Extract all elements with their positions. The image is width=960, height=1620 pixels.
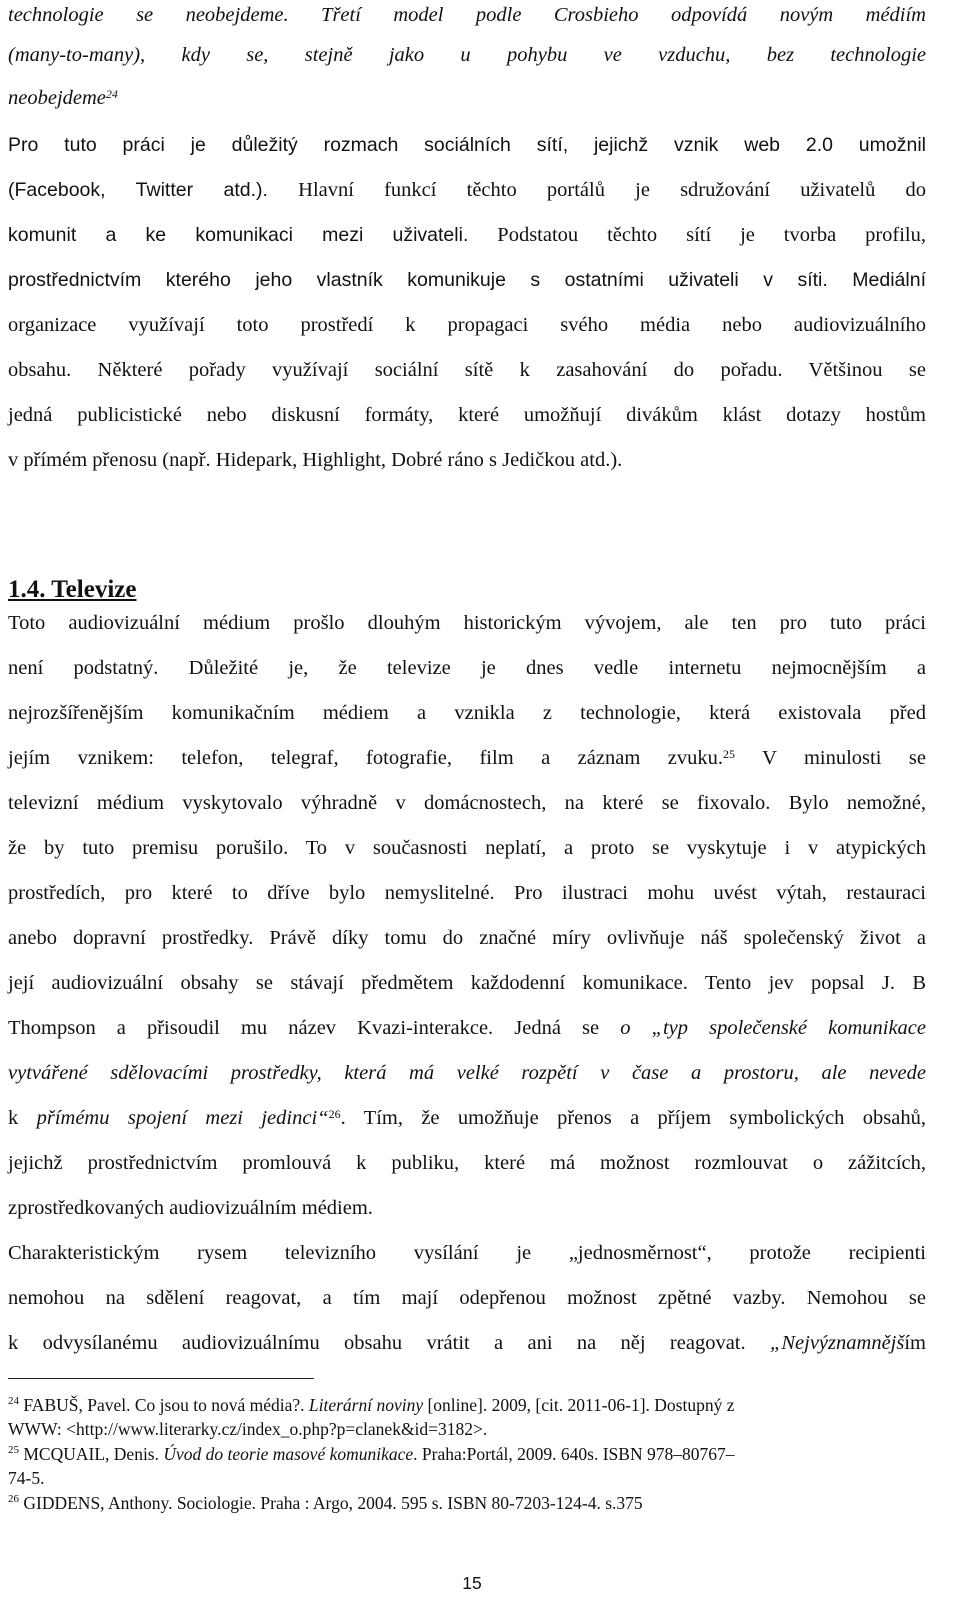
text-line: jedná publicistické nebo diskusní formáty, které umožňují divákům klást dotazy hostům xyxy=(8,404,926,426)
line-text: (Facebook, Twitter atd.). xyxy=(8,179,268,201)
footnote-25-cont xyxy=(8,1467,926,1489)
text-line xyxy=(8,1013,926,1043)
line-text: V minulosti se xyxy=(734,747,926,769)
heading-text: 1.4. Televize xyxy=(8,576,137,603)
footnote-text: 74-5. xyxy=(8,1468,45,1488)
quote-text: o „typ společenské komunikace xyxy=(620,1017,926,1039)
text-line: v přímém přenosu (např. Hidepark, Highlight, Dobré ráno s Jedičkou atd.). xyxy=(8,449,623,471)
footnote-ref-26[interactable]: 26 xyxy=(328,1107,341,1121)
footnote-text: [online]. 2009, [cit. 2011-06-1]. Dostupný z xyxy=(423,1395,735,1415)
text-line: vytvářené sdělovacími prostředky, která má velké rozpětí v čase a prostoru, ale nevede xyxy=(8,1062,926,1084)
footnote-26 xyxy=(8,1492,926,1514)
text-line: její audiovizuální obsahy se stávají předmětem každodenní komunikace. Tento jev popsal J. B xyxy=(8,972,926,994)
footnote-title: Úvod do teorie masové komunikace xyxy=(163,1444,414,1464)
text-line: nejrozšířenějším komunikačním médiem a vznikla z technologie, která existovala před xyxy=(8,702,926,724)
text-line xyxy=(8,220,926,250)
line-text: komunit a ke komunikaci mezi uživateli. xyxy=(8,224,469,246)
text-line: organizace využívají toto prostředí k propagaci svého média nebo audiovizuálního xyxy=(8,314,926,336)
footnote-24 xyxy=(8,1394,926,1416)
quote-text: „Nejvýznamnějš xyxy=(769,1332,905,1354)
footnote-text: . Praha:Portál, 2009. 640s. ISBN 978–80767– xyxy=(413,1444,735,1464)
footnote-text: FABUŠ, Pavel. Co jsou to nová média?. xyxy=(19,1395,309,1415)
footnote-24-cont xyxy=(8,1418,926,1440)
text-line: Pro tuto práci je důležitý rozmach sociálních sítí, jejichž vznik web 2.0 umožnil xyxy=(8,134,926,156)
footnote-25 xyxy=(8,1443,926,1465)
text-line: prostředích, pro které to dříve bylo nemyslitelné. Pro ilustraci mohu uvést výtah, restauraci xyxy=(8,882,926,904)
text-line: televizní médium vyskytovalo výhradně v domácnostech, na které se fixovalo. Bylo nemožné, xyxy=(8,792,926,814)
line-text: Podstatou těchto sítí je tvorba profilu, xyxy=(468,224,927,246)
text-line: nemohou na sdělení reagovat, a tím mají odepřenou možnost zpětné vazby. Nemohou se xyxy=(8,1287,926,1309)
footnote-link[interactable]: WWW: <http://www.literarky.cz/index_o.php?p=clanek&id=3182>. xyxy=(8,1419,488,1439)
text-line xyxy=(8,743,926,773)
text-line xyxy=(8,1328,926,1358)
line-text: neobejdeme xyxy=(8,87,106,109)
footnote-text: GIDDENS, Anthony. Sociologie. Praha : Argo, 2004. 595 s. ISBN 80-7203-124-4. s.375 xyxy=(19,1493,643,1513)
text-line: Charakteristickým rysem televizního vysílání je „jednosměrnost“, protože recipienti xyxy=(8,1242,926,1264)
footnote-separator xyxy=(8,1378,314,1379)
quote-text: přímému spojení mezi jedinci“ xyxy=(36,1107,329,1129)
text-line xyxy=(8,83,926,113)
line-text: jejím vznikem: telefon, telegraf, fotografie, film a záznam zvuku. xyxy=(8,747,723,769)
line-text: ím xyxy=(904,1332,926,1354)
footnote-text: MCQUAIL, Denis. xyxy=(19,1444,164,1464)
line-text: Hlavní funkcí těchto portálů je sdružování uživatelů do xyxy=(267,179,926,201)
footnote-ref-24[interactable]: 24 xyxy=(105,87,118,101)
text-line: (many-to-many), kdy se, stejně jako u pohybu ve vzduchu, bez technologie xyxy=(8,44,926,66)
line-text: Thompson a přisoudil mu název Kvazi-interakce. Jedná se xyxy=(8,1017,621,1039)
text-line: že by tuto premisu porušilo. To v současnosti neplatí, a proto se vyskytuje i v atypických xyxy=(8,837,926,859)
footnote-number: 26 xyxy=(8,1493,19,1505)
page-number: 15 xyxy=(462,1573,482,1593)
text-line: technologie se neobejdeme. Třetí model podle Crosbieho odpovídá novým médiím xyxy=(8,4,926,26)
text-line: jejichž prostřednictvím promlouvá k publiku, které má možnost rozmlouvat o zážitcích, xyxy=(8,1152,926,1174)
text-line: obsahu. Některé pořady využívají sociální sítě k zasahování do pořadu. Většinou se xyxy=(8,359,926,381)
footnote-number: 25 xyxy=(8,1444,19,1456)
text-line: zprostředkovaných audiovizuálním médiem. xyxy=(8,1197,373,1219)
text-line xyxy=(8,1103,926,1133)
line-text: k odvysílanému audiovizuálnímu obsahu vrátit a ani na něj reagovat. xyxy=(8,1332,770,1354)
text-line: prostřednictvím kterého jeho vlastník komunikuje s ostatními uživateli v síti. Mediální xyxy=(8,269,926,291)
line-text: k xyxy=(8,1107,37,1129)
footnote-title: Literární noviny xyxy=(308,1395,424,1415)
text-line xyxy=(8,175,926,205)
text-line: anebo dopravní prostředky. Právě díky tomu do značné míry ovlivňuje náš společenský život a xyxy=(8,927,926,949)
text-line: Toto audiovizuální médium prošlo dlouhým historickým vývojem, ale ten pro tuto práci xyxy=(8,612,926,634)
footnote-number: 24 xyxy=(8,1395,19,1407)
line-text: . Tím, že umožňuje přenos a příjem symbolických obsahů, xyxy=(340,1107,926,1129)
section-heading xyxy=(8,573,926,607)
footnote-ref-25[interactable]: 25 xyxy=(722,747,735,761)
text-line: není podstatný. Důležité je, že televize je dnes vedle internetu nejmocnějším a xyxy=(8,657,926,679)
